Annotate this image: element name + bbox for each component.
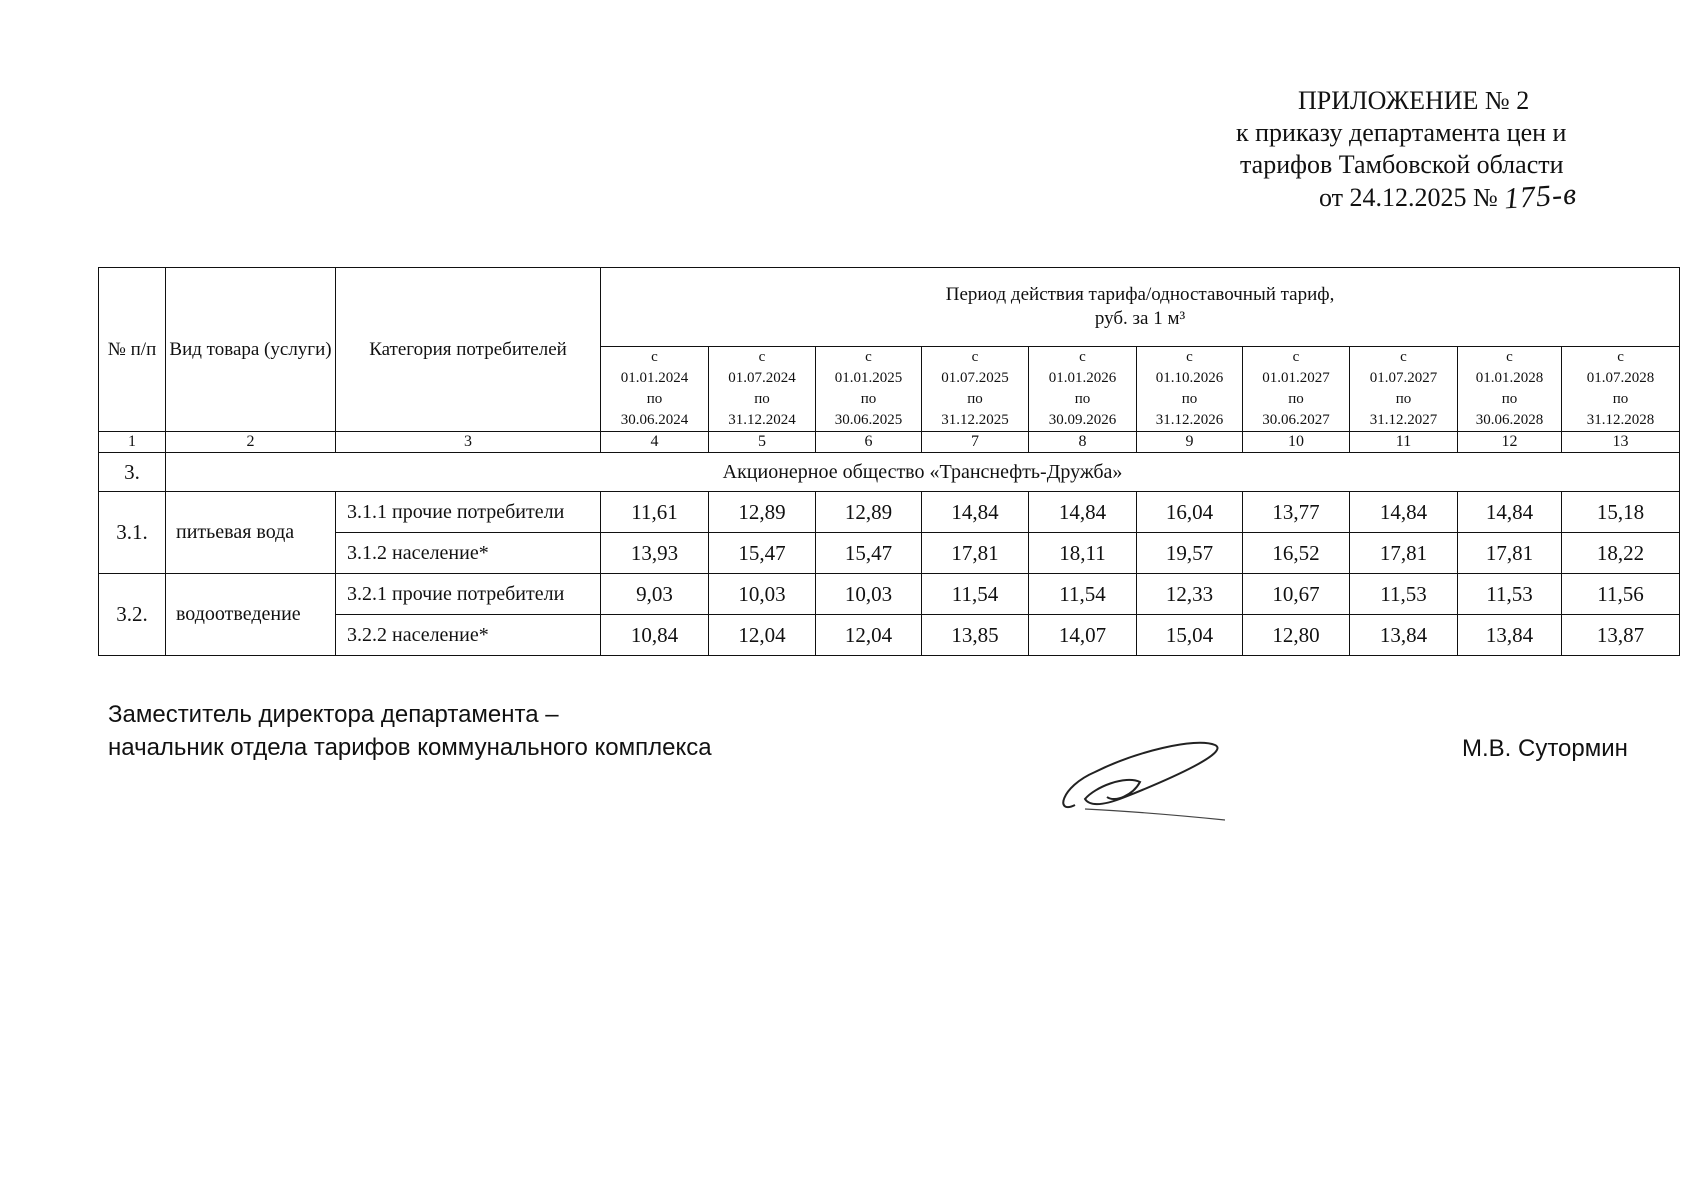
period-prefix: с bbox=[1186, 349, 1193, 365]
department-name-line: тарифов Тамбовской области bbox=[1240, 150, 1564, 179]
signatory-position-line1: Заместитель директора департамента – bbox=[108, 701, 559, 728]
period-to: 30.06.2024 bbox=[620, 412, 689, 428]
column-number: 3 bbox=[336, 432, 601, 453]
period-to: 30.06.2027 bbox=[1262, 412, 1330, 428]
period-mid: по bbox=[754, 391, 770, 407]
tariff-value: 11,54 bbox=[922, 574, 1029, 615]
consumer-category: 3.1.2 население* bbox=[336, 533, 601, 574]
tariff-value: 14,84 bbox=[1029, 492, 1137, 533]
period-prefix: с bbox=[651, 349, 658, 365]
table-row bbox=[99, 492, 1680, 533]
period-mid: по bbox=[646, 391, 663, 407]
period-prefix: с bbox=[758, 349, 766, 365]
period-header-1 bbox=[601, 347, 709, 432]
tariff-value: 12,33 bbox=[1137, 574, 1243, 615]
period-from: 01.07.2025 bbox=[941, 370, 1009, 386]
tariff-table bbox=[98, 267, 1680, 656]
period-mid: по bbox=[1395, 391, 1412, 407]
period-mid: по bbox=[860, 391, 877, 407]
signatory-position-line2: начальник отдела тарифов коммунального комплекса bbox=[108, 734, 712, 761]
tariff-value: 13,87 bbox=[1562, 615, 1680, 656]
header-period-title: Период действия тарифа/одноставочный тариф, bbox=[945, 284, 1335, 305]
tariff-value: 15,18 bbox=[1562, 492, 1680, 533]
tariff-value: 14,84 bbox=[922, 492, 1029, 533]
tariff-value: 12,04 bbox=[709, 615, 816, 656]
tariff-value: 17,81 bbox=[1458, 533, 1562, 574]
group-number: 3.1. bbox=[99, 492, 166, 574]
period-from: 01.07.2024 bbox=[728, 370, 796, 386]
period-to: 30.06.2028 bbox=[1475, 412, 1544, 428]
order-reference-line: к приказу департамента цен и bbox=[1236, 118, 1567, 147]
period-to: 31.12.2028 bbox=[1586, 412, 1655, 428]
period-to: 30.06.2025 bbox=[834, 412, 903, 428]
tariff-value: 18,22 bbox=[1562, 533, 1680, 574]
period-mid: по bbox=[967, 391, 983, 407]
signatory-name: М.В. Сутормин bbox=[1462, 735, 1628, 762]
tariff-value: 18,11 bbox=[1029, 533, 1137, 574]
table-row bbox=[99, 574, 1680, 615]
column-number: 4 bbox=[601, 432, 709, 453]
handwritten-order-number: 175-в bbox=[1502, 177, 1578, 216]
tariff-value: 12,80 bbox=[1243, 615, 1350, 656]
tariff-value: 11,56 bbox=[1562, 574, 1680, 615]
consumer-category: 3.2.2 население* bbox=[336, 615, 601, 656]
period-prefix: с bbox=[865, 349, 872, 365]
consumer-category: 3.1.1 прочие потребители bbox=[336, 492, 601, 533]
tariff-value: 12,89 bbox=[709, 492, 816, 533]
tariff-value: 10,67 bbox=[1243, 574, 1350, 615]
column-number: 8 bbox=[1029, 432, 1137, 453]
period-header-10 bbox=[1562, 347, 1680, 432]
period-mid: по bbox=[1181, 391, 1198, 407]
period-prefix: с bbox=[1400, 349, 1407, 365]
tariff-value: 11,53 bbox=[1458, 574, 1562, 615]
period-from: 01.07.2028 bbox=[1586, 370, 1655, 386]
service-kind: водоотведение bbox=[166, 574, 336, 656]
tariff-value: 17,81 bbox=[1350, 533, 1458, 574]
column-number: 11 bbox=[1350, 432, 1458, 453]
period-header-5 bbox=[1029, 347, 1137, 432]
period-prefix: с bbox=[1506, 349, 1513, 365]
tariff-value: 19,57 bbox=[1137, 533, 1243, 574]
order-date: от 24.12.2025 № bbox=[1319, 183, 1498, 212]
consumer-category: 3.2.1 прочие потребители bbox=[336, 574, 601, 615]
tariff-value: 16,52 bbox=[1243, 533, 1350, 574]
header-kind: Вид товара (услуги) bbox=[166, 268, 336, 432]
period-mid: по bbox=[1288, 391, 1304, 407]
period-header-3 bbox=[816, 347, 922, 432]
appendix-header bbox=[1185, 85, 1625, 214]
group-number: 3.2. bbox=[99, 574, 166, 656]
period-header-4 bbox=[922, 347, 1029, 432]
period-from: 01.07.2027 bbox=[1369, 370, 1438, 386]
table-row bbox=[99, 533, 1680, 574]
tariff-value: 13,84 bbox=[1350, 615, 1458, 656]
tariff-value: 11,54 bbox=[1029, 574, 1137, 615]
period-header-7 bbox=[1243, 347, 1350, 432]
period-mid: по bbox=[1501, 391, 1518, 407]
order-date-line bbox=[1185, 177, 1625, 216]
table-row bbox=[99, 615, 1680, 656]
column-number: 13 bbox=[1562, 432, 1680, 453]
tariff-value: 15,47 bbox=[816, 533, 922, 574]
period-header-2 bbox=[709, 347, 816, 432]
tariff-value: 12,89 bbox=[816, 492, 922, 533]
tariff-value: 9,03 bbox=[601, 574, 709, 615]
tariff-value: 17,81 bbox=[922, 533, 1029, 574]
header-period-unit: руб. за 1 м³ bbox=[1094, 308, 1186, 329]
tariff-value: 13,93 bbox=[601, 533, 709, 574]
period-from: 01.01.2024 bbox=[620, 370, 689, 386]
tariff-value: 15,47 bbox=[709, 533, 816, 574]
column-number: 2 bbox=[166, 432, 336, 453]
tariff-value: 10,03 bbox=[709, 574, 816, 615]
header-no: № п/п bbox=[99, 268, 166, 432]
period-prefix: с bbox=[1617, 349, 1624, 365]
header-category: Категория потребителей bbox=[336, 268, 601, 432]
period-from: 01.01.2026 bbox=[1048, 370, 1117, 386]
appendix-title: ПРИЛОЖЕНИЕ № 2 bbox=[1298, 86, 1530, 115]
signatory-position bbox=[108, 698, 712, 764]
period-prefix: с bbox=[971, 349, 979, 365]
column-number: 10 bbox=[1243, 432, 1350, 453]
period-to: 30.09.2026 bbox=[1048, 412, 1117, 428]
period-to: 31.12.2024 bbox=[728, 412, 796, 428]
tariff-value: 10,84 bbox=[601, 615, 709, 656]
column-number: 7 bbox=[922, 432, 1029, 453]
header-period bbox=[601, 268, 1680, 347]
period-mid: по bbox=[1612, 391, 1629, 407]
column-number: 1 bbox=[99, 432, 166, 453]
tariff-value: 12,04 bbox=[816, 615, 922, 656]
tariff-value: 14,07 bbox=[1029, 615, 1137, 656]
period-header-6 bbox=[1137, 347, 1243, 432]
period-prefix: с bbox=[1079, 349, 1086, 365]
period-header-9 bbox=[1458, 347, 1562, 432]
period-from: 01.01.2028 bbox=[1475, 370, 1544, 386]
period-prefix: с bbox=[1292, 349, 1300, 365]
period-from: 01.01.2027 bbox=[1262, 370, 1330, 386]
column-number: 12 bbox=[1458, 432, 1562, 453]
tariff-value: 16,04 bbox=[1137, 492, 1243, 533]
org-number: 3. bbox=[99, 453, 166, 492]
tariff-value: 11,61 bbox=[601, 492, 709, 533]
period-from: 01.10.2026 bbox=[1155, 370, 1224, 386]
column-number: 9 bbox=[1137, 432, 1243, 453]
org-name: Акционерное общество «Транснефть-Дружба» bbox=[166, 453, 1680, 492]
tariff-value: 14,84 bbox=[1350, 492, 1458, 533]
period-mid: по bbox=[1074, 391, 1091, 407]
tariff-value: 11,53 bbox=[1350, 574, 1458, 615]
column-number: 5 bbox=[709, 432, 816, 453]
tariff-value: 10,03 bbox=[816, 574, 922, 615]
period-to: 31.12.2025 bbox=[941, 412, 1009, 428]
tariff-value: 13,84 bbox=[1458, 615, 1562, 656]
tariff-value: 13,77 bbox=[1243, 492, 1350, 533]
period-to: 31.12.2027 bbox=[1369, 412, 1438, 428]
period-header-8 bbox=[1350, 347, 1458, 432]
period-from: 01.01.2025 bbox=[834, 370, 903, 386]
handwritten-signature bbox=[1055, 727, 1245, 827]
service-kind: питьевая вода bbox=[166, 492, 336, 574]
tariff-value: 15,04 bbox=[1137, 615, 1243, 656]
period-to: 31.12.2026 bbox=[1155, 412, 1224, 428]
tariff-value: 14,84 bbox=[1458, 492, 1562, 533]
tariff-value: 13,85 bbox=[922, 615, 1029, 656]
column-number: 6 bbox=[816, 432, 922, 453]
